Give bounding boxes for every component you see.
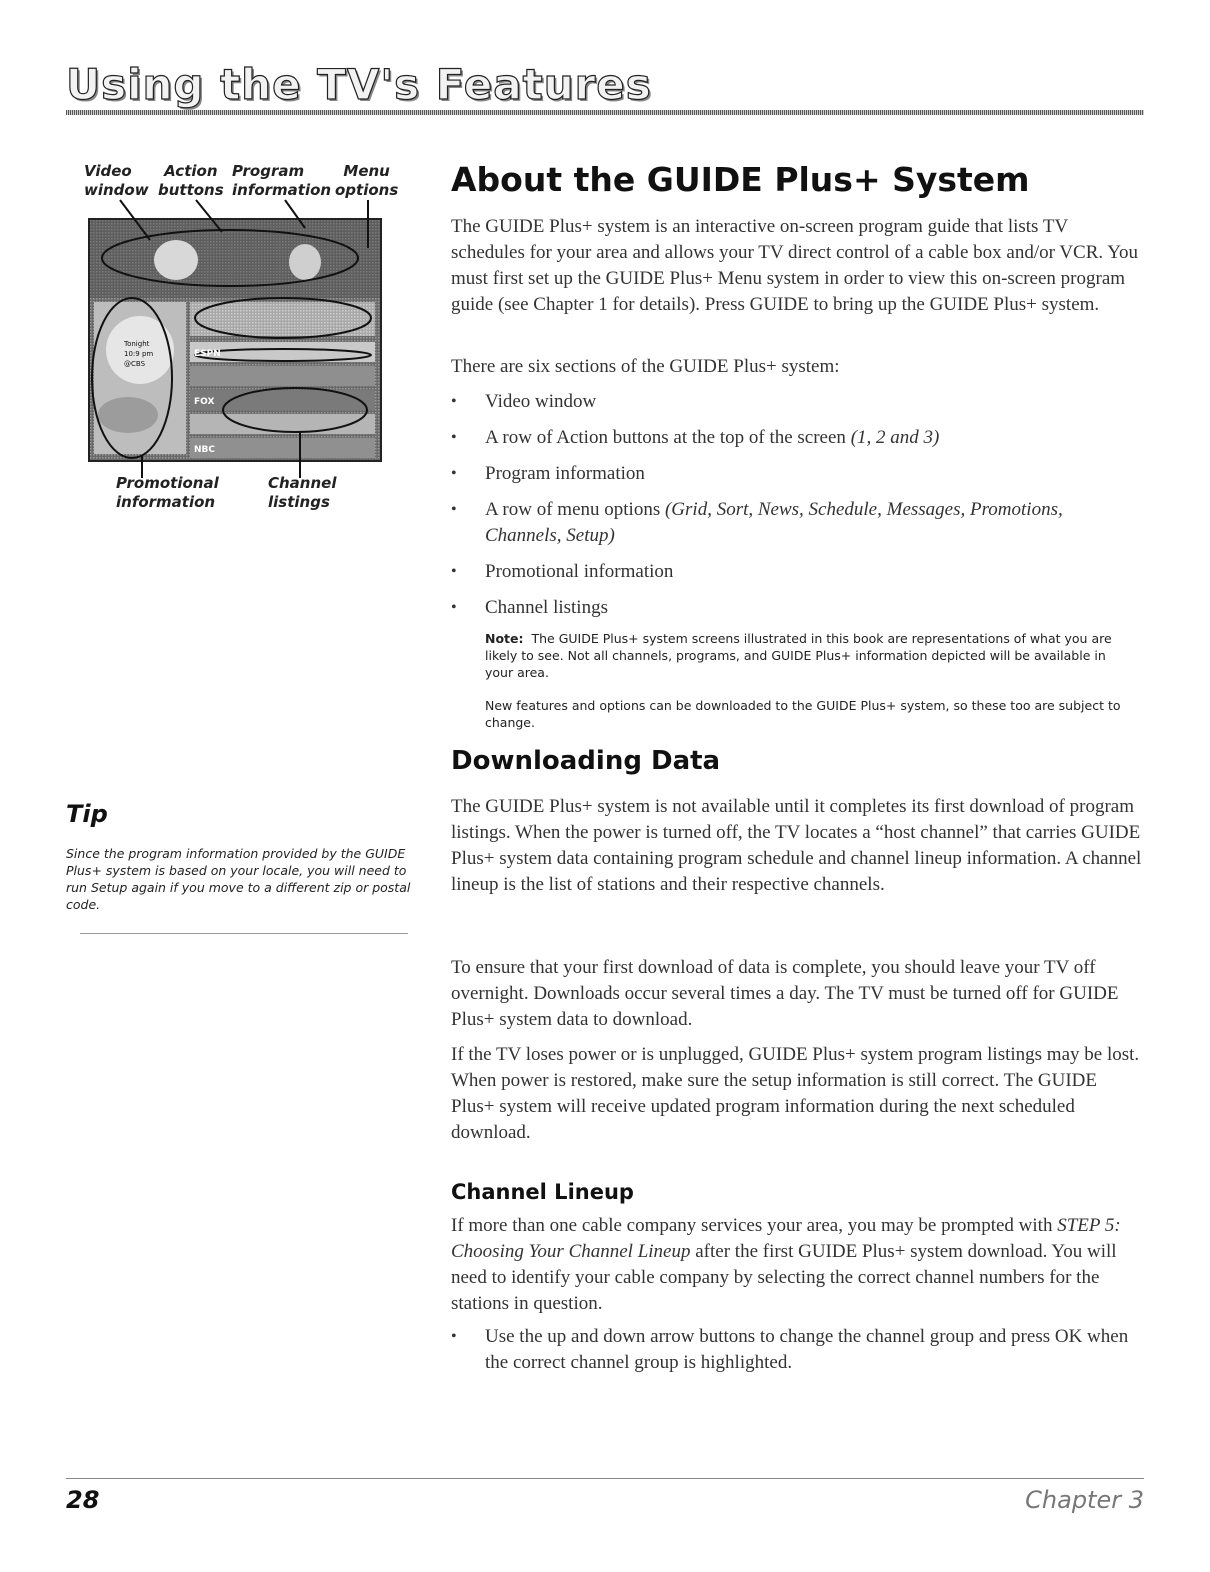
downloading-paragraph-1: The GUIDE Plus+ system is not available until it completes its first download of program listings. When the power is turned off, the TV locates a “host channel” that carries GUIDE Plus+ system data containing program schedule and channel lineup information. A channel lineup is the list of stations and their respective channels.	[451, 796, 1142, 895]
section-title-downloading: Downloading Data	[451, 746, 721, 776]
tip-divider	[80, 933, 408, 934]
note-paragraph-2: New features and options can be downloaded to the GUIDE Plus+ system, so these too are subject to change.	[485, 698, 1121, 730]
page-number: 28	[66, 1486, 100, 1514]
channel-lineup-paragraph: If more than one cable company services your area, you may be prompted with STEP 5: Choosing Your Channel Lineup after the first GUIDE Plus+ system download. You will need to identify your cable company by selecting the correct channel numbers for the stations in question.	[451, 1215, 1121, 1314]
promo-text-line2: 10:9 pm	[124, 350, 154, 358]
list-item: • Channel listings	[451, 595, 1141, 621]
channel-lineup-list	[451, 1324, 1141, 1386]
list-item: • Program information	[451, 461, 1141, 487]
note-paragraph: Note: The GUIDE Plus+ system screens illustrated in this book are representations of what you are likely to see. Not all channels, programs, and GUIDE Plus+ information depicted will be available in your area.	[485, 631, 1112, 680]
list-item: • A row of menu options (Grid, Sort, News, Schedule, Messages, Promotions, Channels, Setup)	[451, 497, 1141, 549]
channel-label-nbc: NBC	[194, 445, 215, 455]
page-header-title: Using the TV's Features	[66, 60, 652, 109]
downloading-paragraph-2: To ensure that your first download of data is complete, you should leave your TV off overnight. Downloads occur several times a day. The TV must be turned off for GUIDE Plus+ system data to download.	[451, 957, 1119, 1030]
callout-action-buttons: Action buttons	[158, 162, 224, 199]
downloading-paragraph-3: If the TV loses power or is unplugged, GUIDE Plus+ system program listings may be lost. When power is restored, make sure the setup information is still correct. The GUIDE Plus+ system will receive updated program information during the next scheduled download.	[451, 1044, 1140, 1143]
callout-video-window: Video window	[84, 162, 149, 199]
section-title-channel-lineup: Channel Lineup	[451, 1180, 634, 1204]
note-label: Note:	[485, 631, 524, 646]
tip-text: Since the program information provided by the GUIDE Plus+ system is based on your locale, you will need to run Setup again if you move to a different zip or postal code.	[66, 846, 411, 912]
list-item: • A row of Action buttons at the top of the screen (1, 2 and 3)	[451, 425, 1141, 451]
callout-promotional-information: Promotional information	[116, 474, 219, 511]
page-title: About the GUIDE Plus+ System	[451, 160, 1030, 199]
footer-rule	[66, 1478, 1144, 1479]
chapter-label: Chapter 3	[1025, 1486, 1144, 1514]
list-item: • Video window	[451, 389, 1141, 415]
channel-label-espn: ESPN	[194, 349, 221, 359]
callout-menu-options: Menu options	[335, 162, 399, 199]
channel-label-fox: FOX	[194, 397, 215, 407]
list-item: • Use the up and down arrow buttons to change the channel group and press OK when the correct channel group is highlighted.	[451, 1324, 1141, 1376]
intro-paragraph: The GUIDE Plus+ system is an interactive on-screen program guide that lists TV schedules for your area and allows your TV direct control of a cable box and/or VCR. You must first set up the GUIDE Plus+ Menu system in order to view this on-screen program guide (see Chapter 1 for details). Press GUIDE to bring up the GUIDE Plus+ system.	[451, 216, 1139, 315]
sections-intro: There are six sections of the GUIDE Plus+ system:	[451, 356, 840, 377]
promo-text-line1: Tonight	[124, 340, 150, 348]
promo-text-line3: @CBS	[124, 360, 146, 368]
list-item: • Promotional information	[451, 559, 1141, 585]
callout-program-information: Program information	[232, 162, 332, 199]
sections-list	[451, 389, 1141, 631]
tip-title: Tip	[66, 800, 108, 828]
callout-channel-listings: Channel listings	[268, 474, 337, 511]
